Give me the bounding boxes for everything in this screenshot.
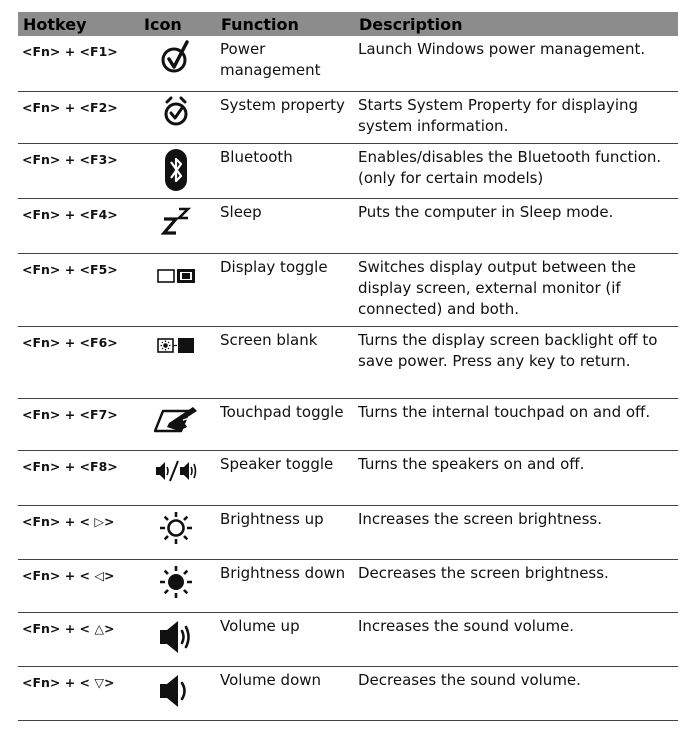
hotkey-cell: <Fn> + < ▽> xyxy=(22,674,115,690)
power-management-icon xyxy=(161,40,191,74)
function-cell: Bluetooth xyxy=(220,147,293,166)
icon-cell xyxy=(136,398,216,450)
description-cell: Launch Windows power management. xyxy=(358,40,646,58)
header-hotkey: Hotkey xyxy=(18,12,136,36)
description-cell: Decreases the screen brightness. xyxy=(358,563,609,582)
table-row xyxy=(18,326,678,398)
hotkey-cell: <Fn> + <F2> xyxy=(22,99,118,115)
description-cell: Starts System Property for displaying system information. xyxy=(358,95,639,135)
system-property-icon xyxy=(162,96,190,128)
icon-cell xyxy=(136,326,216,398)
table-row xyxy=(18,198,678,253)
description-cell: Decreases the sound volume. xyxy=(358,670,581,689)
function-cell: Speaker toggle xyxy=(220,454,334,473)
icon-cell xyxy=(136,450,216,505)
hotkey-cell: <Fn> + < ▷> xyxy=(22,513,115,529)
table-row xyxy=(18,559,678,612)
icon-cell xyxy=(136,612,216,666)
icon-cell xyxy=(136,198,216,253)
table-row xyxy=(18,612,678,666)
speaker-toggle-icon xyxy=(154,455,198,487)
function-cell: Power management xyxy=(220,40,321,79)
table-row xyxy=(18,91,678,143)
function-cell: Screen blank xyxy=(220,330,318,349)
hotkey-cell: <Fn> + <F8> xyxy=(22,458,118,474)
hotkey-table xyxy=(18,12,678,721)
volume-up-icon xyxy=(156,617,196,657)
brightness-up-icon xyxy=(158,510,194,546)
table-header-row xyxy=(18,12,678,36)
icon-cell xyxy=(136,36,216,91)
bluetooth-icon xyxy=(164,148,188,192)
table-row xyxy=(18,253,678,326)
icon-cell xyxy=(136,559,216,612)
icon-cell xyxy=(136,505,216,559)
function-cell: Volume up xyxy=(220,616,300,635)
function-cell: Sleep xyxy=(220,202,262,221)
description-cell: Increases the screen brightness. xyxy=(358,509,602,528)
hotkey-cell: <Fn> + <F6> xyxy=(22,334,118,350)
touchpad-toggle-icon xyxy=(153,403,199,437)
function-cell: System property xyxy=(220,95,345,114)
hotkey-cell: <Fn> + < ◁> xyxy=(22,567,115,583)
description-cell: Turns the speakers on and off. xyxy=(358,454,585,473)
table-row xyxy=(18,398,678,450)
function-cell: Touchpad toggle xyxy=(220,402,344,421)
function-cell: Display toggle xyxy=(220,257,328,276)
description-cell: Puts the computer in Sleep mode. xyxy=(358,202,614,221)
icon-cell xyxy=(136,143,216,198)
table-row xyxy=(18,666,678,720)
hotkey-cell: <Fn> + <F1> xyxy=(22,44,118,59)
hotkey-cell: <Fn> + < △> xyxy=(22,620,115,636)
function-cell: Brightness down xyxy=(220,563,346,582)
table-row xyxy=(18,505,678,559)
table-row xyxy=(18,36,678,91)
table-row xyxy=(18,450,678,505)
header-function: Function xyxy=(216,12,354,36)
icon-cell xyxy=(136,666,216,720)
hotkey-cell: <Fn> + <F7> xyxy=(22,406,118,422)
header-icon: Icon xyxy=(136,12,216,36)
hotkey-cell: <Fn> + <F4> xyxy=(22,206,118,222)
function-cell: Brightness up xyxy=(220,509,324,528)
description-cell: Switches display output between the display screen, external monitor (if connected) and both. xyxy=(358,257,636,318)
brightness-down-icon xyxy=(158,564,194,600)
description-cell: Enables/disables the Bluetooth function. (only for certain models) xyxy=(358,147,662,187)
header-description: Description xyxy=(354,12,678,36)
function-cell: Volume down xyxy=(220,670,322,689)
description-cell: Turns the internal touchpad on and off. xyxy=(358,402,651,421)
display-toggle-icon xyxy=(154,258,198,292)
hotkey-cell: <Fn> + <F5> xyxy=(22,261,118,277)
table-row xyxy=(18,143,678,198)
icon-cell xyxy=(136,253,216,326)
sleep-icon xyxy=(161,203,191,237)
screen-blank-icon xyxy=(154,331,198,361)
hotkey-cell: <Fn> + <F3> xyxy=(22,151,118,167)
description-cell: Increases the sound volume. xyxy=(358,616,575,635)
description-cell: Turns the display screen backlight off to save power. Press any key to return. xyxy=(358,330,658,370)
icon-cell xyxy=(136,91,216,143)
volume-down-icon xyxy=(156,671,196,711)
